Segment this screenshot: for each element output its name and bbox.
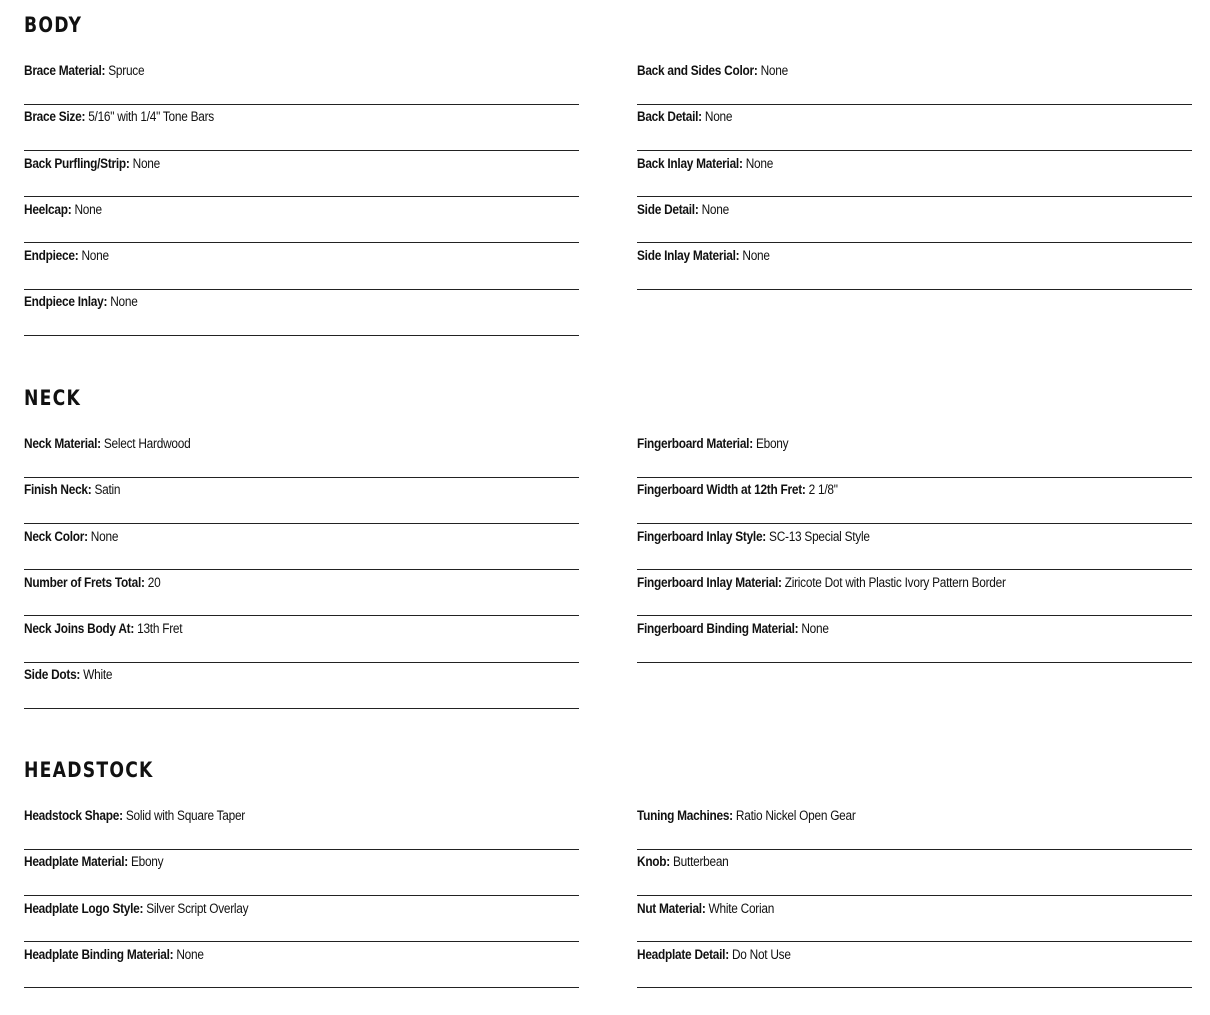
spec-value: Select Hardwood bbox=[103, 436, 191, 451]
spec-label: Headstock Shape: bbox=[24, 808, 123, 823]
spec-label: Neck Material: bbox=[24, 436, 101, 451]
spec-value: Satin bbox=[94, 482, 121, 498]
spec-value: SC-13 Special Style bbox=[769, 528, 870, 544]
spec-value: Ebony bbox=[755, 436, 789, 451]
spec-label: Brace Size: bbox=[24, 109, 86, 125]
spec-value: Ratio Nickel Open Gear bbox=[735, 808, 856, 823]
spec-row bbox=[24, 290, 579, 336]
spec-value: None bbox=[742, 248, 770, 264]
spec-value: None bbox=[745, 155, 774, 171]
spec-value: 2 1/8" bbox=[808, 482, 838, 498]
spec-value: None bbox=[760, 63, 788, 78]
spec-value: 5/16" with 1/4" Tone Bars bbox=[88, 109, 214, 125]
spec-label: Brace Material: bbox=[24, 63, 106, 78]
spec-label: Back Inlay Material: bbox=[637, 155, 743, 171]
spec-label: Finish Neck: bbox=[24, 482, 92, 498]
spec-value: Ziricote Dot with Plastic Ivory Pattern Border bbox=[784, 574, 1006, 590]
spec-label: Neck Color: bbox=[24, 528, 88, 544]
spec-row bbox=[637, 198, 1192, 244]
spec-label: Headplate Material: bbox=[24, 854, 128, 870]
spec-row bbox=[24, 850, 579, 896]
spec-row bbox=[637, 432, 1192, 478]
spec-row bbox=[24, 478, 579, 524]
spec-value: None bbox=[704, 109, 733, 125]
spec-row bbox=[24, 943, 579, 989]
spec-label: Headplate Binding Material: bbox=[24, 946, 174, 962]
spec-row bbox=[637, 105, 1192, 151]
spec-row bbox=[24, 571, 579, 617]
spec-column-right bbox=[637, 59, 1192, 290]
spec-row bbox=[24, 198, 579, 244]
spec-row bbox=[637, 897, 1192, 943]
spec-column-left bbox=[24, 59, 579, 337]
spec-row bbox=[637, 244, 1192, 290]
spec-row bbox=[24, 152, 579, 198]
spec-row bbox=[637, 571, 1192, 617]
spec-label: Knob: bbox=[637, 854, 670, 870]
spec-label: Back Purfling/Strip: bbox=[24, 155, 130, 171]
spec-row bbox=[24, 59, 579, 105]
spec-value: None bbox=[81, 248, 109, 264]
spec-value: None bbox=[701, 201, 729, 217]
spec-value: None bbox=[801, 621, 829, 637]
spec-value: None bbox=[90, 528, 119, 544]
spec-row bbox=[637, 617, 1192, 663]
spec-label: Back and Sides Color: bbox=[637, 63, 758, 78]
spec-value: None bbox=[110, 294, 138, 310]
spec-value: None bbox=[74, 201, 102, 217]
spec-label: Fingerboard Material: bbox=[637, 436, 753, 451]
spec-label: Endpiece: bbox=[24, 248, 79, 264]
spec-label: Fingerboard Width at 12th Fret: bbox=[637, 482, 806, 498]
spec-row bbox=[24, 897, 579, 943]
spec-row bbox=[24, 663, 579, 709]
spec-value: Do Not Use bbox=[731, 946, 791, 962]
spec-value: Ebony bbox=[130, 854, 164, 870]
spec-value: 20 bbox=[147, 574, 161, 590]
section-title-neck: NECK bbox=[24, 386, 82, 410]
spec-label: Endpiece Inlay: bbox=[24, 294, 108, 310]
spec-row bbox=[24, 105, 579, 151]
spec-label: Side Inlay Material: bbox=[637, 248, 740, 264]
spec-label: Back Detail: bbox=[637, 109, 702, 125]
spec-label: Heelcap: bbox=[24, 201, 72, 217]
spec-label: Side Dots: bbox=[24, 667, 81, 683]
spec-label: Headplate Logo Style: bbox=[24, 900, 144, 916]
spec-column-right bbox=[637, 432, 1192, 663]
spec-row bbox=[637, 943, 1192, 989]
spec-value: Spruce bbox=[108, 63, 145, 78]
spec-label: Number of Frets Total: bbox=[24, 574, 145, 590]
spec-row bbox=[24, 617, 579, 663]
spec-label: Neck Joins Body At: bbox=[24, 621, 135, 637]
spec-value: None bbox=[176, 946, 204, 962]
section-title-body: BODY bbox=[24, 13, 83, 37]
spec-label: Side Detail: bbox=[637, 201, 699, 217]
spec-value: Solid with Square Taper bbox=[125, 808, 246, 823]
spec-label: Fingerboard Inlay Material: bbox=[637, 574, 782, 590]
spec-label: Headplate Detail: bbox=[637, 946, 729, 962]
spec-column-left bbox=[24, 432, 579, 710]
spec-value: White Corian bbox=[708, 900, 775, 916]
spec-row bbox=[24, 525, 579, 571]
spec-row bbox=[637, 804, 1192, 850]
spec-label: Tuning Machines: bbox=[637, 808, 733, 823]
spec-row bbox=[24, 804, 579, 850]
section-title-headstock: HEADSTOCK bbox=[24, 758, 154, 782]
spec-column-right bbox=[637, 804, 1192, 989]
spec-row bbox=[637, 478, 1192, 524]
spec-value: None bbox=[132, 155, 161, 171]
spec-row bbox=[637, 525, 1192, 571]
spec-value: White bbox=[83, 667, 113, 683]
spec-column-left bbox=[24, 804, 579, 989]
spec-row bbox=[637, 59, 1192, 105]
spec-value: 13th Fret bbox=[137, 621, 183, 637]
spec-row bbox=[24, 244, 579, 290]
spec-label: Nut Material: bbox=[637, 900, 706, 916]
spec-label: Fingerboard Inlay Style: bbox=[637, 528, 767, 544]
spec-row bbox=[637, 850, 1192, 896]
spec-row bbox=[637, 152, 1192, 198]
spec-value: Silver Script Overlay bbox=[146, 900, 249, 916]
spec-value: Butterbean bbox=[673, 854, 729, 870]
spec-row bbox=[24, 432, 579, 478]
spec-label: Fingerboard Binding Material: bbox=[637, 621, 799, 637]
